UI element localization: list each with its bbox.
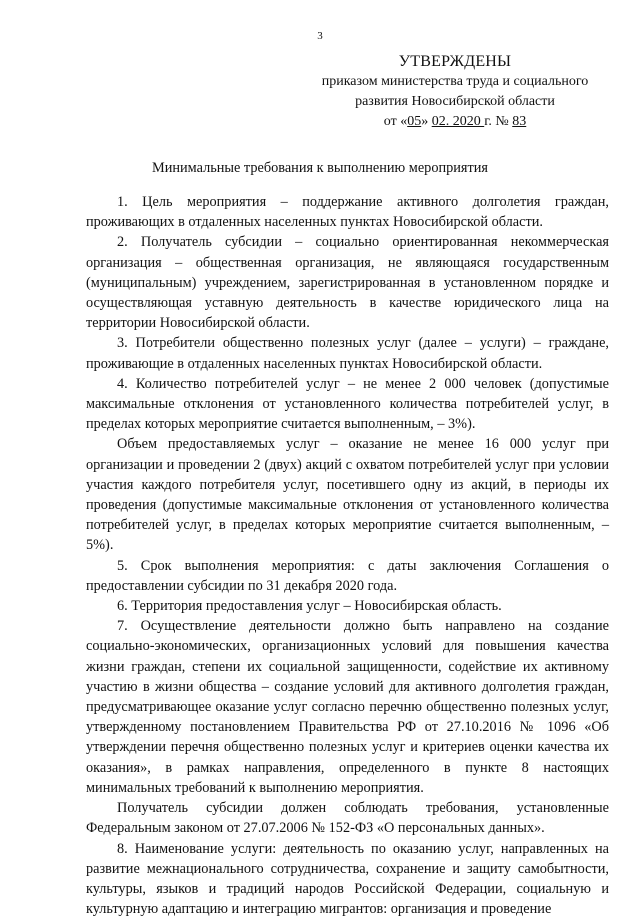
date-mid: » bbox=[421, 114, 432, 129]
paragraph: 7. Осуществление деятельности должно быть направлено на создание социально-экономических, организационных условий для повышения качества жизни граждан, степени их социальной защищенности, содействие их активному участию в жизни общества – создание условий для активного долголетия граждан, предусматривающее оказание услуг согласно перечню общественно полезных услуг, утвержденному постановлением Правительства РФ от 27.10.2016 № 1096 «Об утверждении перечня общественно полезных услуг и критериев оценки качества их оказания», в рамках направления, определенного в пункте 8 настоящих минимальных требований к выполнению мероприятия. bbox=[86, 616, 609, 798]
date-day: 05 bbox=[407, 114, 421, 129]
date-month-year: 02. 2020 bbox=[432, 114, 485, 129]
paragraph: 4. Количество потребителей услуг – не менее 2 000 человек (допустимые максимальные отклонения от установленного количества потребителей услуг, в пределах которых мероприятие считается выполненным, – 3%). bbox=[86, 374, 609, 435]
paragraph: 2. Получатель субсидии – социально ориентированная некоммерческая организация – общественная организация, не являющаяся государственным (муниципальным) учреждением, зарегистрированная в установленном порядке и осуществляющая уставную деятельность в качестве юридического лица на территории Новосибирской области. bbox=[86, 232, 609, 333]
approval-block bbox=[300, 52, 610, 132]
paragraph: 3. Потребители общественно полезных услуг (далее – услуги) – граждане, проживающие в отдаленных населенных пунктах Новосибирской области. bbox=[86, 333, 609, 373]
document-body bbox=[86, 192, 609, 919]
paragraph: Объем предоставляемых услуг – оказание не менее 16 000 услуг при организации и проведении 2 (двух) акций с охватом потребителей услуг при условии участия каждого потребителя услуг, посетившего одну из акций, в периоды их проведения (допустимые максимальные отклонения от установленного количества потребителей услуг, в пределах которых мероприятие считается выполненным, – 5%). bbox=[86, 434, 609, 555]
approval-title: УТВЕРЖДЕНЫ bbox=[300, 52, 610, 72]
approval-line-1: приказом министерства труда и социального bbox=[300, 72, 610, 92]
paragraph: 1. Цель мероприятия – поддержание активного долголетия граждан, проживающих в отдаленных населенных пунктах Новосибирской области. bbox=[86, 192, 609, 232]
approval-line-2: развития Новосибирской области bbox=[300, 92, 610, 112]
paragraph: Получатель субсидии должен соблюдать требования, установленные Федеральным законом от 27.07.2006 № 152-ФЗ «О персональных данных». bbox=[86, 798, 609, 838]
order-number: 83 bbox=[512, 114, 526, 129]
approval-date-line bbox=[300, 112, 610, 132]
date-year-suffix: г. № bbox=[484, 114, 512, 129]
paragraph: 5. Срок выполнения мероприятия: с даты заключения Соглашения о предоставлении субсидии по 31 декабря 2020 года. bbox=[86, 556, 609, 596]
paragraph: 6. Территория предоставления услуг – Новосибирская область. bbox=[86, 596, 609, 616]
paragraph: 8. Наименование услуги: деятельность по оказанию услуг, направленных на развитие межнационального сотрудничества, сохранение и защиту самобытности, культуры, языков и традиций народов Российской Федерации, социальную и культурную адаптацию и интеграцию мигрантов: организация и проведение bbox=[86, 839, 609, 919]
page-number: 3 bbox=[0, 30, 640, 42]
document-title: Минимальные требования к выполнению мероприятия bbox=[0, 160, 640, 177]
date-prefix: от « bbox=[384, 114, 407, 129]
